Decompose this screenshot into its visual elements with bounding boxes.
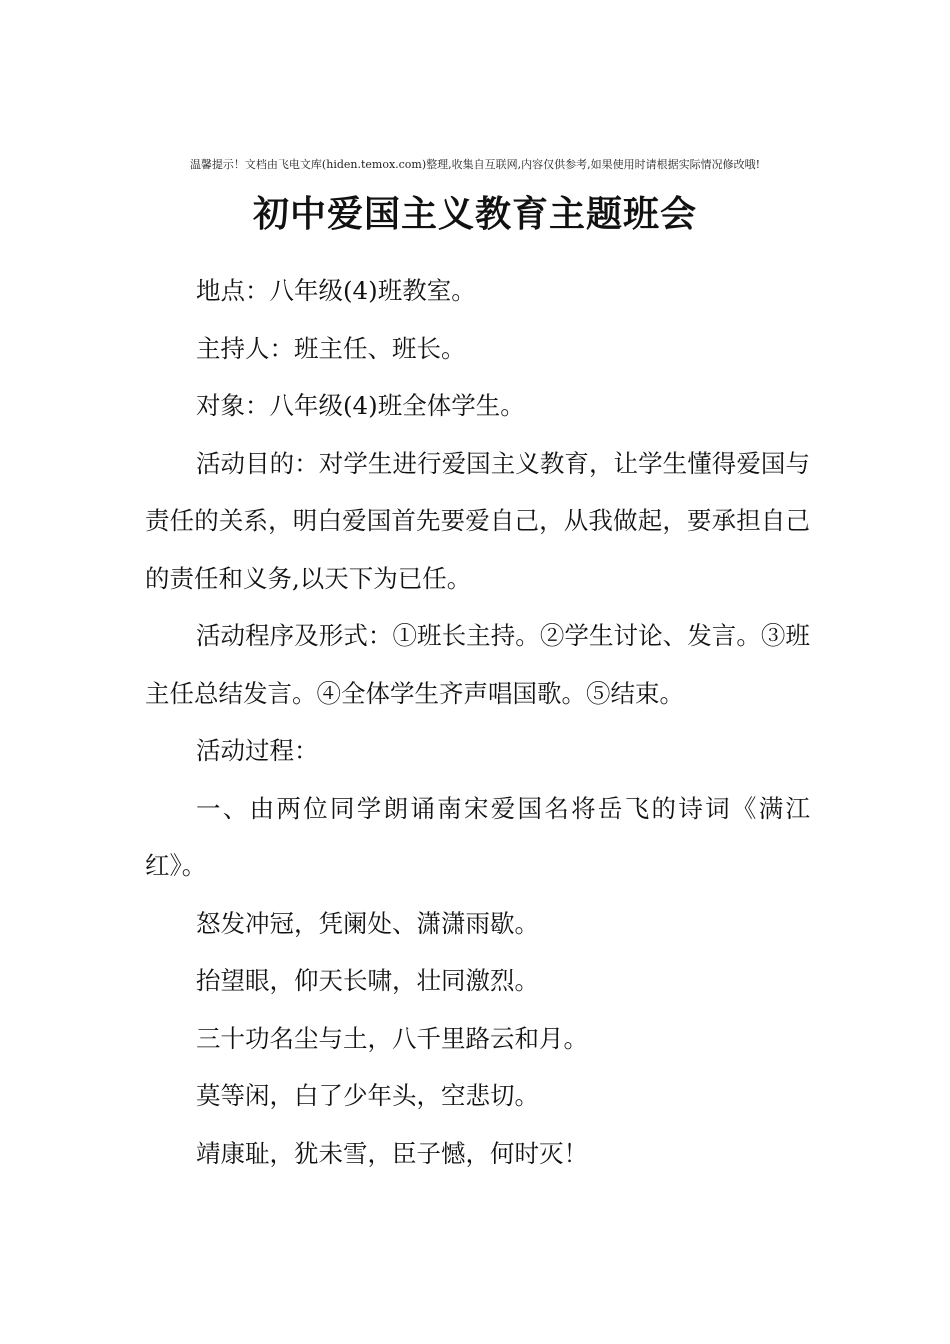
poem-line: 三十功名尘与土，八千里路云和月。: [196, 1023, 588, 1053]
paragraph-host: 主持人：班主任、班长。: [196, 333, 466, 363]
paragraph-location: 地点：八年级(4)班教室。: [196, 276, 476, 305]
poem-line: 抬望眼，仰天长啸，壮同激烈。: [196, 966, 539, 995]
document-title: 初中爱国主义教育主题班会: [252, 193, 697, 235]
paragraph-audience: 对象：八年级(4)班全体学生。: [196, 391, 525, 420]
paragraph-step-one: 一、由两位同学朗诵南宋爱国名将岳飞的诗词《满江红》。: [145, 793, 810, 880]
poem-line: 怒发冲冠，凭阑处、潇潇雨歇。: [196, 908, 539, 938]
paragraph-process-heading: 活动过程：: [196, 736, 319, 765]
document-body: [145, 262, 810, 1182]
paragraph-purpose: 活动目的：对学生进行爱国主义教育，让学生懂得爱国与责任的关系，明白爱国首先要爱自己，从我做起，要承担自己的责任和义务,以天下为已任。: [145, 448, 810, 593]
poem-line: 靖康耻，犹未雪，臣子憾，何时灭！: [196, 1138, 588, 1168]
paragraph-procedure: 活动程序及形式：①班长主持。②学生讨论、发言。③班主任总结发言。④全体学生齐声唱国歌。⑤结束。: [145, 621, 810, 708]
notice-header: 温馨提示！文档由飞电文库(hiden.temox.com)整理,收集自互联网,内容仅供参考,如果使用时请根据实际情况修改哦!: [189, 158, 761, 171]
poem-line: 莫等闲，白了少年头，空悲切。: [196, 1081, 539, 1110]
